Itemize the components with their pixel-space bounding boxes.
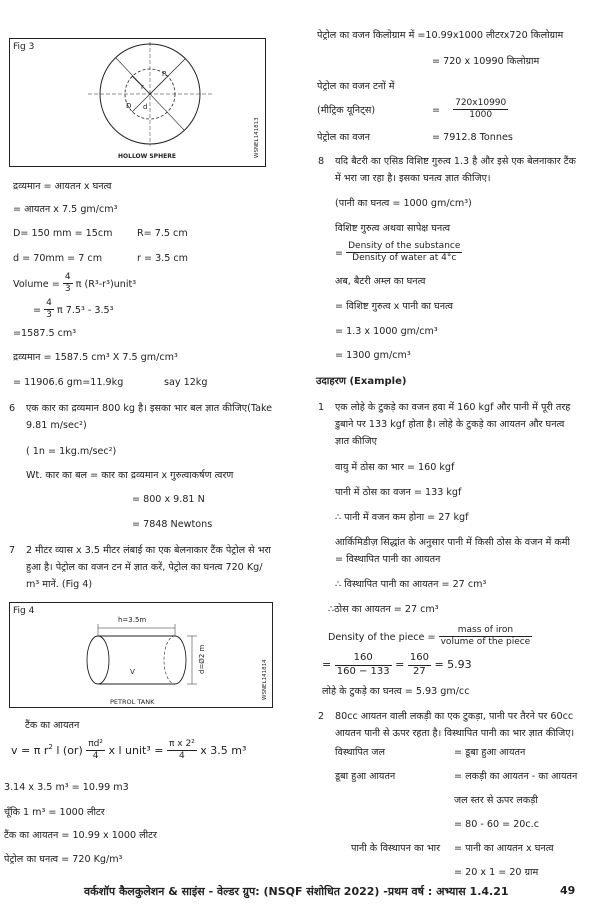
e1-line-m: लोहे के टुकड़े का घनत्व = 5.93 gm/cc — [322, 686, 470, 697]
e2-line-h: = 20 x 1 = 20 ग्राम — [454, 867, 539, 878]
right-line-4: (मीट्रिक यूनिट्स) — [317, 105, 376, 116]
e1-line-d: वायु में ठोस का भार = 160 kgf — [335, 462, 455, 473]
footer-title: वर्कशॉप कैलकुलेशन & साइंस - वेल्डर ग्रुप: (NSQF संशोधित 2022) -प्रथम वर्ष : अभ्यास 1.4.21 — [84, 885, 509, 898]
right-line-1: पेट्रोल का वजन किलोग्राम में =10.99x1000 लीटरx720 किलोग्राम — [317, 30, 564, 41]
left-result-2: चूँकि 1 m³ = 1000 लीटर — [4, 807, 105, 818]
q6-line-c: ( 1n = 1kg.m/sec²) — [26, 446, 117, 457]
left-result-1: 3.14 x 3.5 m³ = 10.99 m3 — [4, 782, 129, 793]
left-line-8: द्रव्यमान = 1587.5 cm³ X 7.5 gm/cm³ — [13, 352, 178, 363]
e1-line-c: ज्ञात कीजिए — [335, 436, 377, 447]
volume-formula: Volume = $\frac{4}{3}$ π (R³-r³)unit³ — [13, 272, 137, 295]
e2-line-d1: डूबा हुआ आयतन — [335, 771, 396, 782]
q8-line-g: = 1.3 x 1000 gm/cm³ — [335, 326, 438, 337]
e1-number: 1 — [318, 402, 325, 413]
fig4-caption: PETROL TANK — [110, 698, 155, 706]
q8-number: 8 — [318, 156, 325, 167]
petrol-tank-diagram — [70, 618, 240, 690]
q7-number: 7 — [9, 545, 16, 556]
e1-line-a: एक लोहे के टुकड़े का वजन हवा में 160 kgf और पानी में पूरी तरह — [335, 402, 571, 413]
e2-line-c2: = डूबा हुआ आयतन — [454, 747, 526, 758]
q8-line-b: में भरा जा रहा है। इसका घनत्व ज्ञात कीजिए। — [335, 173, 491, 184]
e1-line-f: ∴ पानी में वजन कम होना = 27 kgf — [335, 512, 469, 523]
q8-line-h: = 1300 gm/cm³ — [335, 350, 411, 361]
fig3-rsmall-label: r — [141, 83, 144, 91]
left-line-9a: = 11906.6 gm=11.9kg — [13, 377, 124, 388]
e2-line-f: = 80 - 60 = 20c.c — [454, 819, 540, 830]
q8-line-a: यदि बैटरी का एसिड विशिष्ट गुरुत्व 1.3 है और इसे एक बेलनाकार टैंक — [335, 156, 576, 167]
e1-line-j: ∴ठोस का आयतन = 27 cm³ — [328, 604, 439, 615]
fig4-h-label: h=3.5m — [118, 616, 147, 624]
e2-line-b: आयतन पानी से ऊपर रहता है। विस्थापित पानी का भार ज्ञात कीजिए। — [335, 728, 575, 739]
specific-gravity-fraction: = $\frac{\text{Density of the substance}}{\text{Density of water at 4°c}}$ — [335, 241, 461, 264]
fig3-caption: HOLLOW SPHERE — [118, 153, 176, 160]
q6-line-d: Wt. कार का बल = कार का द्रव्यमान x गुरुत्वाकर्षण त्वरण — [26, 470, 234, 481]
left-line-9b: say 12kg — [164, 377, 208, 388]
fig3-dsmall-label: d — [143, 103, 148, 111]
left-line-7: =1587.5 cm³ — [13, 328, 77, 339]
fig3-d-label: D — [126, 102, 132, 110]
example-heading: उदाहरण (Example) — [316, 376, 407, 387]
e2-line-c1: विस्थापित जल — [335, 747, 386, 758]
fig4-code: WSNEL141814 — [262, 659, 268, 700]
e2-line-a: 80cc आयतन वाली लकड़ी का एक टुकड़ा, पानी पर तैरने पर 60cc — [335, 711, 574, 722]
q7-line-b: हुआ है। पेट्रोल का वजन टन में ज्ञात करें, पेट्रोल का घनत्व 720 Kg/ — [26, 562, 263, 573]
q6-line-b: 9.81 m/sec²) — [26, 420, 87, 431]
q8-line-f: = विशिष्ट गुरुत्व x पानी का घनत्व — [335, 301, 453, 312]
right-line-5b: = 7912.8 Tonnes — [432, 132, 513, 143]
e1-line-g: आर्किमिडीज़ सिद्धांत के अनुसार पानी में किसी ठोस के वजन में कमी — [335, 537, 570, 548]
q8-line-c: (पानी का घनत्व = 1000 gm/cm³) — [335, 198, 472, 209]
fig3-r-label: R — [162, 70, 167, 78]
right-line-5a: पेट्रोल का वजन — [317, 132, 371, 143]
right-tonne-fraction: = $\frac{720x10990}{1000}$ — [432, 98, 507, 121]
e1-line-h: = विस्थापित पानी का आयतन — [335, 554, 441, 565]
e2-number: 2 — [318, 711, 325, 722]
q7-line-a: 2 मीटर व्यास x 3.5 मीटर लंबाई का एक बेलनाकार टैंक पेट्रोल से भरा — [26, 545, 271, 556]
q8-line-d: विशिष्ट गुरुत्व अथवा सापेक्ष घनत्व — [335, 223, 451, 234]
fig4-v-label: V — [130, 668, 135, 676]
left-line-4b: r = 3.5 cm — [137, 253, 189, 264]
left-result-4: पेट्रोल का घनत्व = 720 Kg/m³ — [4, 854, 123, 865]
page-number: 49 — [560, 884, 576, 897]
e1-line-b: डुबाने पर 133 kgf होता है। लोहे के टुकड़े का आयतन और घनत्व — [335, 419, 565, 430]
left-line-1: द्रव्यमान = आयतन x घनत्व — [13, 181, 112, 192]
tank-volume-formula: v = π $r^2$ l (or) $\frac{\text{πd²}}{4}$ x l unit³ = $\frac{\text{π x 2²}}{4}$ x 3.5 m³ — [11, 739, 247, 762]
right-line-3: पेट्रोल का वजन टनों में — [317, 81, 395, 92]
e2-line-g2: = पानी का आयतन x घनत्व — [454, 843, 554, 854]
e2-line-d2: = लकड़ी का आयतन - का आयतन — [454, 771, 578, 782]
fig3-code: WSNEL141813 — [254, 117, 260, 158]
q6-line-e: = 800 x 9.81 N — [132, 494, 205, 505]
density-calculation: = $\frac{160}{160 - 133}$ = $\frac{160}{27}$ = 5.93 — [322, 652, 472, 677]
q6-line-a: एक कार का द्रव्यमान 800 kg है। इसका भार बल ज्ञात कीजिए(Take — [26, 403, 273, 414]
q8-line-e: अब, बैटरी अम्ल का घनत्व — [335, 276, 426, 287]
q6-line-f: = 7848 Newtons — [132, 519, 213, 530]
left-line-4a: d = 70mm = 7 cm — [13, 253, 103, 264]
e2-line-g1: पानी के विस्थापन का भार — [351, 843, 441, 854]
tank-volume-label: टैंक का आयतन — [25, 720, 80, 731]
left-line-2: = आयतन x 7.5 gm/cm³ — [13, 204, 118, 215]
e2-line-e: जल स्तर से ऊपर लकड़ी — [454, 795, 538, 806]
hollow-sphere-diagram — [80, 42, 230, 152]
left-line-3b: R= 7.5 cm — [137, 228, 188, 239]
fig4-d-label: d=Ø2 m — [198, 644, 206, 674]
density-definition: Density of the piece = $\frac{\text{mass of iron}}{\text{volume of the piece}}$ — [328, 625, 531, 648]
fig3-label: Fig 3 — [13, 42, 35, 52]
e1-line-i: ∴ विस्थापित पानी का आयतन = 27 cm³ — [335, 579, 487, 590]
q6-number: 6 — [9, 403, 16, 414]
e1-line-e: पानी में ठोस का वजन = 133 kgf — [335, 487, 462, 498]
q7-line-c: m³ मानें. (Fig 4) — [26, 579, 93, 590]
volume-substitution: = $\frac{4}{3}$ π 7.5³ - 3.5³ — [33, 298, 114, 321]
left-line-3a: D= 150 mm = 15cm — [13, 228, 113, 239]
fig4-label: Fig 4 — [13, 606, 35, 616]
left-result-3: टैंक का आयतन = 10.99 x 1000 लीटर — [4, 830, 157, 841]
right-line-2: = 720 x 10990 किलोग्राम — [432, 56, 540, 67]
